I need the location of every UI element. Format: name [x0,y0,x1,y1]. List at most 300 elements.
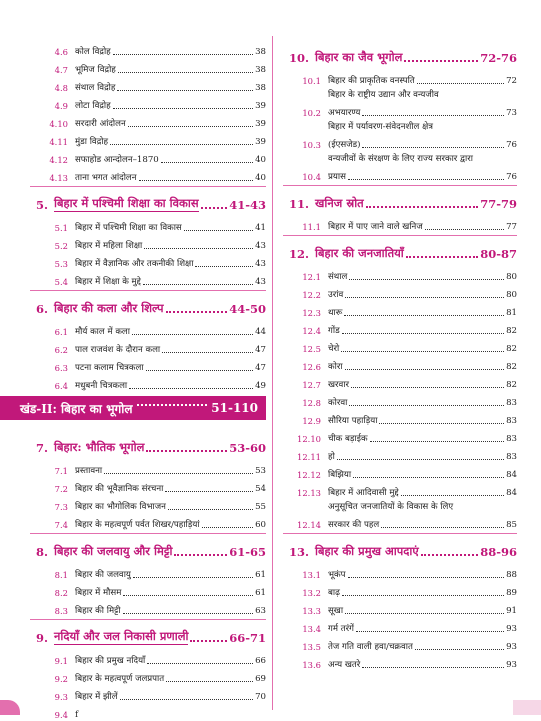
entry-title: कोल विद्रोह [75,47,111,57]
leader-dots [195,266,253,267]
entry-number: 12.4 [302,326,321,336]
entry-title: तेज गति वाली हवा/चक्रवात [328,642,413,652]
entry-number: 12.11 [297,452,321,462]
toc-entry[interactable] [30,338,266,356]
chapter-page-range: 53-60 [229,441,266,455]
toc-entry[interactable] [30,76,266,94]
chapter-heading[interactable] [283,47,517,65]
entry-page: 93 [506,660,517,670]
toc-entry[interactable] [30,649,266,667]
toc-entry[interactable] [283,69,517,87]
entry-page: 85 [506,520,517,530]
chapter-heading[interactable] [283,193,517,211]
entry-page: 89 [506,588,517,598]
chapter-separator [30,619,266,620]
toc-entry[interactable] [283,599,517,617]
leader-dots [348,577,505,578]
entry-number: 6.3 [54,363,68,373]
chapter-heading[interactable] [30,194,266,212]
chapter-title: बिहार की जलवायु और मिट्टी [54,544,173,558]
leader-dots [161,162,253,163]
entry-page: 83 [506,434,517,444]
toc-entry[interactable] [30,270,266,288]
leader-dots [143,284,253,285]
entry-title: सफाहोड आन्दोलन–1870 [75,155,159,165]
chapter-title: नदियाँ और जल निकासी प्रणाली [54,629,189,643]
toc-entry[interactable] [283,581,517,599]
chapter-separator [283,235,517,236]
entry-page: 83 [506,398,517,408]
entry-page: 70 [255,692,266,702]
toc-entry[interactable] [283,319,517,337]
chapter-leader-dots [201,207,228,209]
entry-number: 4.12 [49,155,68,165]
chapter-page-range: 77-79 [480,197,517,211]
entry-page: 77 [506,222,517,232]
leader-dots [117,90,253,91]
entry-body [328,569,517,581]
chapter-number: 10. [289,51,310,65]
entry-body [328,397,517,409]
chapter-heading[interactable] [283,243,517,261]
leader-dots [342,333,504,334]
entry-page: 61 [255,588,266,598]
toc-entry[interactable] [283,391,517,409]
entry-number: 4.8 [54,83,68,93]
entry-title: सौरिया पहाड़िया [328,416,378,426]
chapter-heading[interactable] [30,541,266,559]
entry-page: 76 [506,172,517,182]
entry-body [328,469,517,481]
chapter-separator [283,533,517,534]
toc-entry[interactable] [283,499,517,531]
entry-body [75,258,266,270]
entry-title: सरदारी आंदोलन [75,119,126,129]
entry-body [328,623,517,635]
entry-title: बिहार के राष्ट्रीय उद्यान और वन्यजीव [328,90,439,100]
section-page-range: 51-110 [211,401,258,415]
chapter-separator [30,290,266,291]
entry-number: 12.3 [302,308,321,318]
toc-entry[interactable] [30,581,266,599]
toc-entry[interactable] [283,481,517,499]
entry-page: 40 [255,155,266,165]
leader-dots [349,279,504,280]
entry-page: 82 [506,326,517,336]
entry-body [328,451,517,463]
toc-entry[interactable] [283,373,517,391]
leader-dots [146,370,254,371]
leader-dots [113,54,253,55]
entry-title: मधुबनी चित्रकला [75,381,128,391]
entry-title: बिहार में मौसम [75,588,122,598]
entry-body [75,709,266,721]
leader-dots [345,369,504,370]
entry-page: 55 [255,502,266,512]
leader-dots [123,613,254,614]
entry-page: 88 [506,570,517,580]
entry-number: 12.12 [297,470,321,480]
entry-page: 43 [255,277,266,287]
toc-entry[interactable] [283,265,517,283]
entry-body [75,276,266,288]
entry-number: 5.3 [54,259,68,269]
entry-title: पाल राजवंश के दौरान कला [75,345,161,355]
entry-title: लोटा विद्रोह [75,101,111,111]
leader-dots [337,459,504,460]
entry-body [328,153,517,183]
entry-body [328,433,517,445]
entry-number: 4.13 [49,173,68,183]
section-title: खंड-II: बिहार का भूगोल [20,401,133,416]
entry-number: 7.3 [54,502,68,512]
chapter-number: 12. [289,247,310,261]
chapter-leader-dots [366,206,478,208]
leader-dots [353,477,504,478]
entry-page: 82 [506,380,517,390]
chapter-page-range: 88-96 [480,545,517,559]
leader-dots [133,577,253,578]
leader-dots [123,595,253,596]
entry-body [328,89,517,119]
toc-entry[interactable] [30,130,266,148]
entry-body [75,240,266,252]
toc-entry[interactable] [30,685,266,703]
entry-title: थारू [328,308,343,318]
entry-number: 4.6 [54,47,68,57]
toc-entry[interactable] [30,599,266,617]
entry-body [328,325,517,337]
entry-page: 82 [506,362,517,372]
entry-title: बिहार में महिला शिक्षा [75,241,143,251]
entry-body [328,487,517,499]
chapter-page-range: 80-87 [480,247,517,261]
toc-entry[interactable] [283,151,517,183]
entry-body [328,271,517,283]
entry-number: 13.1 [302,570,321,580]
entry-title: मौर्य काल में कला [75,327,130,337]
entry-body [75,587,266,599]
entry-title: बिहार के महत्वपूर्ण जलप्रपात [75,674,165,684]
entry-number: 6.2 [54,345,68,355]
entry-number: 4.10 [49,119,68,129]
entry-page: 76 [506,140,517,150]
chapter-title: बिहार की जनजातियाँ [315,246,404,260]
leader-dots [425,229,504,230]
entry-number: 6.1 [54,327,68,337]
entry-number: 10.4 [302,172,321,182]
leader-dots [379,423,504,424]
toc-entry[interactable] [283,337,517,355]
entry-page: 83 [506,452,517,462]
chapter-leader-dots [146,450,227,452]
toc-entry[interactable] [283,617,517,635]
entry-page: 82 [506,344,517,354]
leader-dots [144,248,253,249]
leader-dots [351,387,504,388]
entry-number: 12.8 [302,398,321,408]
toc-entry[interactable] [30,40,266,58]
chapter-heading[interactable] [30,627,266,645]
entry-body [328,221,517,233]
entry-title: बिहार में पाए जाने वाले खनिज [328,222,423,232]
chapter-heading[interactable] [30,437,266,455]
entry-title: बिहार में वैज्ञानिक और तकनीकी शिक्षा [75,259,194,269]
toc-entry[interactable] [30,374,266,392]
toc-entry[interactable] [283,427,517,445]
toc-entry[interactable] [30,166,266,184]
entry-body [75,465,266,477]
leader-dots [349,405,504,406]
leader-dots [401,495,504,496]
entry-page: 63 [255,606,266,616]
entry-number: 12.1 [302,272,321,282]
entry-title: अनुसूचित जनजातियों के विकास के लिए [328,502,454,512]
entry-page: 38 [255,83,266,93]
page-corner-decoration [0,700,20,715]
entry-page: 38 [255,65,266,75]
entry-title: बिहार में झीलें [75,692,118,702]
entry-number: 13.6 [302,660,321,670]
leader-dots [356,631,504,632]
entry-page: 39 [255,119,266,129]
toc-entry[interactable] [30,459,266,477]
entry-body [75,691,266,703]
entry-title: बिहार में आदिवासी मुद्दे [328,488,399,498]
chapter-title: खनिज स्रोत [315,196,364,210]
entry-title: कोरा [328,362,343,372]
entry-body [75,483,266,495]
entry-title: अन्य खतरे [328,660,361,670]
entry-body [328,587,517,599]
toc-entry[interactable] [30,234,266,252]
entry-title-continued: सरकार की पहल [328,520,380,530]
toc-entry[interactable] [283,215,517,233]
leader-dots [417,83,504,84]
entry-body [75,222,266,234]
leader-dots [139,180,254,181]
chapter-number: 6. [36,302,49,316]
entry-title: बिहार की जलवायु [75,570,131,580]
section-header-bar[interactable] [0,396,266,420]
entry-number: 8.3 [54,606,68,616]
toc-entry[interactable] [30,356,266,374]
entry-title-continued: (ईएसजेड) [328,140,361,150]
entry-number: 7.2 [54,484,68,494]
entry-page: 60 [255,520,266,530]
entry-number: 8.2 [54,588,68,598]
entry-number: 4.7 [54,65,68,75]
chapter-separator [30,186,266,187]
entry-title: पटना कलाम चित्रकला [75,363,144,373]
leader-dots [147,663,253,664]
toc-entry[interactable] [30,216,266,234]
toc-entry[interactable] [283,283,517,301]
entry-body [328,659,517,671]
entry-title: बिहार की प्रमुख नदियाँ [75,656,146,666]
entry-number: 12.5 [302,344,321,354]
toc-entry[interactable] [283,653,517,671]
entry-page: 80 [506,290,517,300]
entry-number: 13.5 [302,642,321,652]
entry-title: बिहार में पश्चिमी शिक्षा का विकास [75,223,182,233]
entry-page: 81 [506,308,517,318]
entry-page: 38 [255,47,266,57]
entry-body [75,380,266,392]
chapter-page-range: 72-76 [480,51,517,65]
entry-number: 7.4 [54,520,68,530]
leader-dots [132,334,253,335]
toc-entry[interactable] [30,58,266,76]
entry-page: 47 [255,345,266,355]
entry-page: 47 [255,363,266,373]
toc-entry[interactable] [30,477,266,495]
toc-entry[interactable] [30,94,266,112]
entry-title-continued: प्रयास [328,172,346,182]
entry-title: मुंडा विद्रोह [75,137,109,147]
entry-body [328,501,517,531]
entry-body [75,605,266,617]
entry-page: 93 [506,624,517,634]
entry-body [75,326,266,338]
entry-title: संथाल विद्रोह [75,83,116,93]
entry-number: 10.2 [302,108,321,118]
entry-number: 12.10 [297,434,321,444]
entry-body [75,569,266,581]
toc-entry[interactable] [30,148,266,166]
entry-page: 53 [255,466,266,476]
leader-dots [362,147,504,148]
entry-page: 91 [506,606,517,616]
entry-page: 40 [255,173,266,183]
toc-entry[interactable] [30,112,266,130]
entry-body [328,361,517,373]
entry-number: 4.11 [49,137,68,147]
entry-body [75,82,266,94]
entry-body [75,136,266,148]
chapter-page-range: 41-43 [229,198,266,212]
entry-number: 12.2 [302,290,321,300]
right-column [283,40,517,671]
entry-page: 39 [255,101,266,111]
entry-number: 6.4 [54,381,68,391]
entry-page: 73 [506,108,517,118]
entry-title: बिहार का भौगोलिक विभाजन [75,502,166,512]
chapter-number: 8. [36,545,49,559]
entry-body [328,641,517,653]
toc-entry[interactable] [30,320,266,338]
entry-page: 61 [255,570,266,580]
toc-entry[interactable] [283,463,517,481]
toc-entry[interactable] [283,87,517,119]
chapter-heading[interactable] [30,298,266,316]
entry-title: बिहार की भूवैज्ञानिक संरचना [75,484,164,494]
toc-entry[interactable] [283,445,517,463]
entry-body [75,64,266,76]
leader-dots [128,126,253,127]
chapter-leader-dots [190,640,227,642]
leader-dots [110,144,253,145]
chapter-heading[interactable] [283,541,517,559]
chapter-leader-dots [166,311,228,313]
entry-number: 10.3 [302,140,321,150]
chapter-page-range: 44-50 [229,302,266,316]
entry-body [328,289,517,301]
leader-dots [104,473,253,474]
page-corner-decoration-right [513,700,541,715]
chapter-separator [283,185,517,186]
toc-entry[interactable] [30,513,266,531]
entry-title: प्रस्तावना [75,466,103,476]
entry-title: गर्म तरंगें [328,624,354,634]
entry-number: 12.14 [297,520,321,530]
entry-number: 8.1 [54,570,68,580]
entry-title-continued: अभयारण्य [328,108,361,118]
toc-entry[interactable] [30,667,266,685]
chapter-number: 5. [36,198,49,212]
chapter-number: 9. [36,631,49,645]
entry-page: 93 [506,642,517,652]
entry-body [328,307,517,319]
entry-body [75,673,266,685]
entry-body [328,121,517,151]
column-divider [272,36,273,710]
leader-dots [168,509,253,510]
entry-page: 80 [506,272,517,282]
chapter-title: बिहार: भौतिक भूगोल [54,440,145,454]
entry-number: 13.3 [302,606,321,616]
toc-entry[interactable] [283,563,517,581]
entry-number: 5.4 [54,277,68,287]
left-column [30,40,266,721]
entry-number: 13.2 [302,588,321,598]
toc-entry[interactable] [30,252,266,270]
leader-dots [370,441,504,442]
toc-entry[interactable] [283,635,517,653]
toc-entry[interactable] [283,301,517,319]
entry-title: उरांव [328,290,344,300]
entry-number: 9.2 [54,674,68,684]
leader-dots [129,388,253,389]
leader-dots [344,315,504,316]
chapter-title: बिहार में पश्चिमी शिक्षा का विकास [54,196,199,210]
chapter-page-range: 66-71 [229,631,266,645]
entry-number: 13.4 [302,624,321,634]
leader-dots [202,527,253,528]
entry-page: 72 [506,76,517,86]
toc-entry[interactable] [30,703,266,721]
entry-title: बिहार में पर्यावरण-संवेदनशील क्षेत्र [328,122,433,132]
entry-number: 12.6 [302,362,321,372]
chapter-number: 13. [289,545,310,559]
entry-title: चीक बड़ाईक [328,434,368,444]
leader-dots [345,613,504,614]
toc-entry[interactable] [283,355,517,373]
entry-page: 39 [255,137,266,147]
toc-entry[interactable] [30,495,266,513]
chapter-title: बिहार की प्रमुख आपदाएं [315,544,419,558]
toc-entry[interactable] [283,119,517,151]
toc-entry[interactable] [283,409,517,427]
toc-entry[interactable] [30,563,266,581]
leader-dots [415,649,504,650]
entry-page: 66 [255,656,266,666]
entry-number: 5.1 [54,223,68,233]
entry-number: 9.3 [54,692,68,702]
leader-dots [118,72,253,73]
entry-body [328,379,517,391]
entry-body [75,100,266,112]
